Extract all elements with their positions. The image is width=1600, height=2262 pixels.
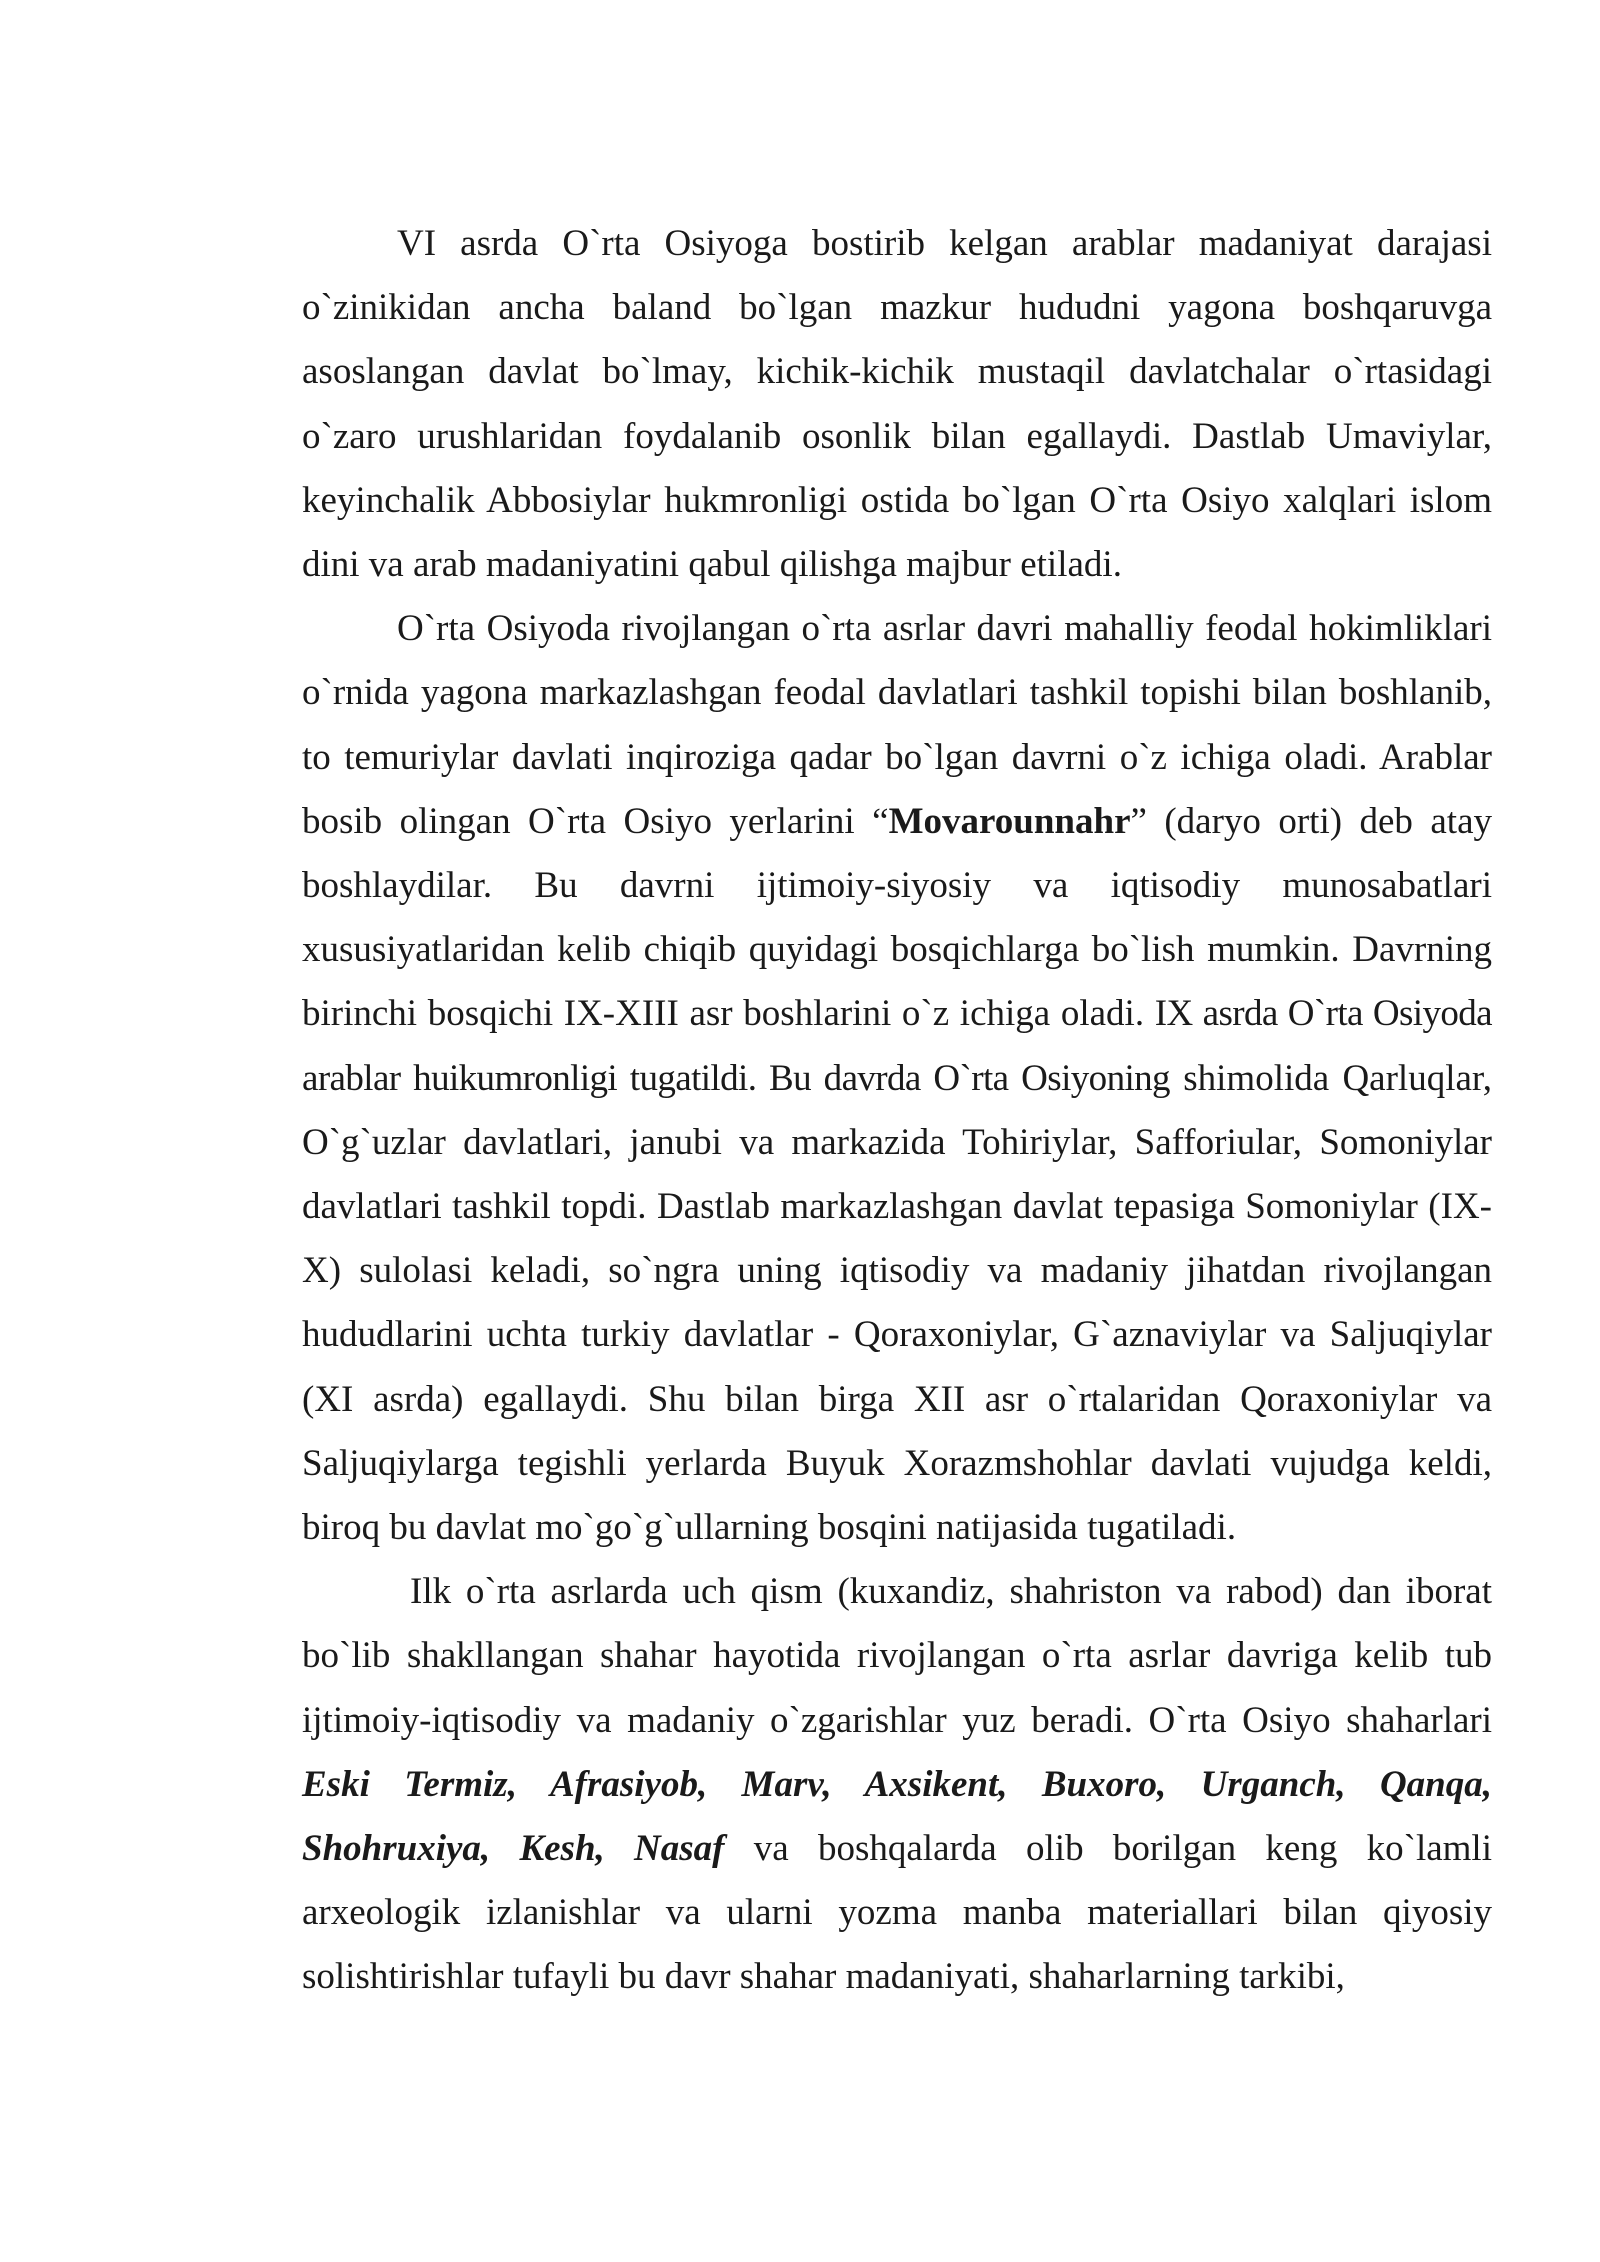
paragraph-text: va boshqalarda olib borilgan keng ko`lamli arxeologik izlanishlar va ularni yozma manba materiallari bilan qiyosiy solishtirishlar tufayli bu davr shahar madaniyati, shaharlarning tarkibi, xyxy=(302,1828,1492,1998)
paragraph-text-condensed: IX asrda O`rta Osiyoda arablar huikumronligi tugatildi. Bu davrda O`rta Osiyoning xyxy=(302,993,1493,1099)
paragraph-text: shimolida Qarluqlar, O`g`uzlar davlatlari, janubi va markazida Tohiriylar, Safforiular, Somoniylar davlatlari tashkil topdi. Dastlab markazlashgan davlat tepasiga Somoniylar (IX-X) sulolasi keladi, so`ngra uning iqtisodiy va madaniy jihatdan rivojlangan hududlarini uchta turkiy davlatlar - Qoraxoniylar, G`aznaviylar va Saljuqiylar (XI asrda) egallaydi. Shu bilan birga XII asr o`rtalaridan Qoraxoniylar va Saljuqiylarga tegishli yerlarda Buyuk Xorazmshohlar davlati vujudga keldi, biroq bu davlat mo`go`g`ullarning bosqini natijasida tugatiladi. xyxy=(302,1057,1492,1549)
paragraph-text: Ilk o`rta asrlarda uch qism (kuxandiz, shahriston va rabod) dan iborat bo`lib shakllangan shahar hayotida rivojlangan o`rta asrlar davriga kelib tub ijtimoiy-iqtisodiy va madaniy o`zgarishlar yuz beradi. O`rta Osiyo shaharlari xyxy=(302,1571,1492,1741)
paragraph-text: ” (daryo orti) deb atay boshlaydilar. Bu davrni ijtimoiy-siyosiy va iqtisodiy munosabatlari xususiyatlaridan kelib chiqib quyidagi bosqichlarga bo`lish mumkin. Davrning birinchi bosqichi IX-XIII asr boshlarini o`z ichiga oladi. xyxy=(302,800,1492,1035)
paragraph-arab-conquest xyxy=(302,212,1492,597)
bold-italic-city-names: Eski Termiz, Afrasiyob, Marv, Axsikent, Buxoro, Urganch, Qanqa, Shohruxiya, Kesh, Nasaf xyxy=(302,1763,1492,1870)
paragraph-medieval-period xyxy=(302,597,1492,1560)
bold-term-movarounnahr: Movarounnahr xyxy=(888,800,1131,842)
paragraph-text: O`rta Osiyoda rivojlangan o`rta asrlar davri mahalliy feodal hokimliklari o`rnida yagona markazlashgan feodal davlatlari tashkil topishi bilan boshlanib, to temuriylar davlati inqiroziga qadar bo`lgan davrni o`z ichiga oladi. Arablar bosib olingan O`rta Osiyo yerlarini “ xyxy=(302,608,1492,842)
paragraph-cities xyxy=(302,1560,1492,2009)
document-page xyxy=(302,212,1492,2010)
paragraph-text: VI asrda O`rta Osiyoga bostirib kelgan arablar madaniyat darajasi o`zinikidan ancha baland bo`lgan mazkur hududni yagona boshqaruvga asoslangan davlat bo`lmay, kichik-kichik mustaqil davlatchalar o`rtasidagi o`zaro urushlaridan foydalanib osonlik bilan egallaydi. Dastlab Umaviylar, keyinchalik Abbosiylar hukmronligi ostida bo`lgan O`rta Osiyo xalqlari islom dini va arab madaniyatini qabul qilishga majbur etiladi. xyxy=(302,223,1492,586)
